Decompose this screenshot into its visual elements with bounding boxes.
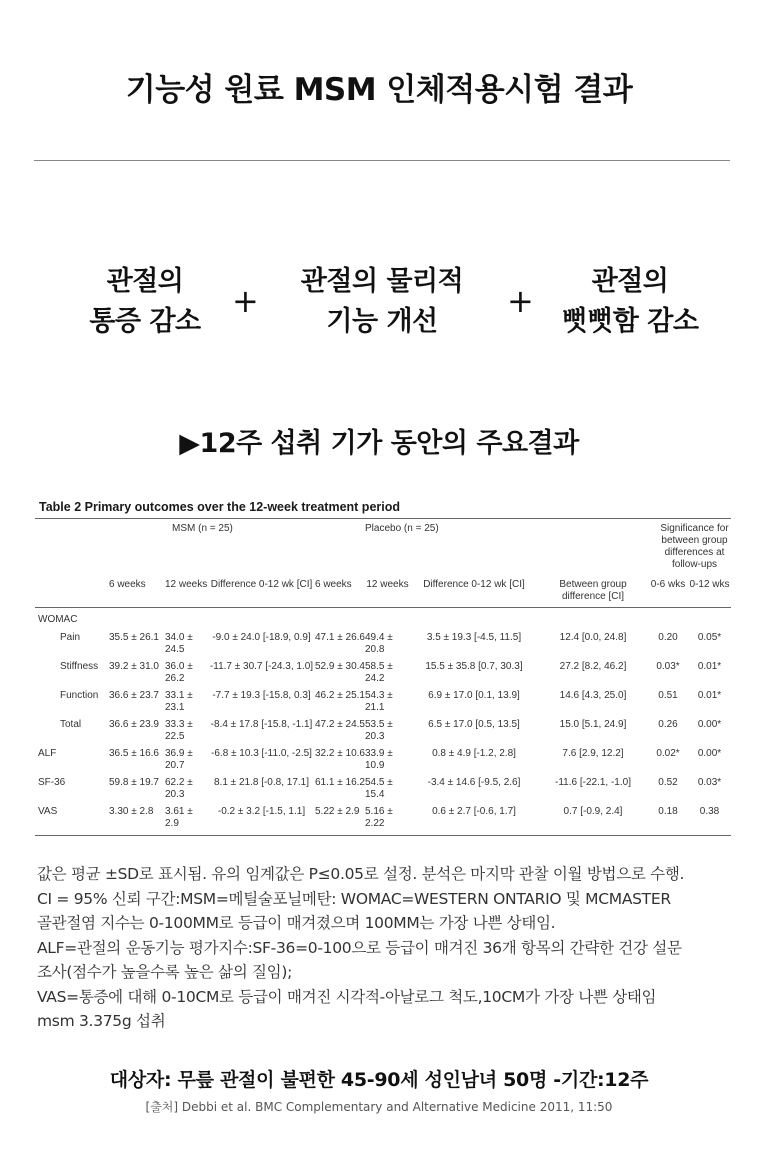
table-cell: 0.38 xyxy=(688,804,731,836)
benefit-line: 관절의 물리적 xyxy=(300,266,464,297)
row-label: Function xyxy=(60,690,99,701)
table-cell: 33.1 ± 23.1 xyxy=(165,690,193,713)
table-cell: -3.4 ± 14.6 [-9.5, 2.6] xyxy=(427,777,521,788)
table-cell: 0.02* xyxy=(656,748,680,759)
row-label: Stiffness xyxy=(60,661,99,672)
column-header: 12 weeks xyxy=(365,571,410,608)
note-line: CI = 95% 신뢰 구간:MSM=메틸술포닐메탄: WOMAC=WESTERN ONTARIO 및 MCMASTER xyxy=(37,889,671,908)
table-cell: 32.2 ± 10.6 xyxy=(315,748,365,759)
table-cell: 49.4 ± 20.8 xyxy=(365,632,393,655)
table-cell: 5.16 ± 2.22 xyxy=(365,804,410,836)
table-cell: 0.20 xyxy=(658,632,678,643)
table-cell: 58.5 ± 24.2 xyxy=(365,661,393,684)
section-subtitle: ▶12주 섭취 기가 동안의 주요결과 xyxy=(179,428,579,459)
table-row xyxy=(35,659,731,688)
table-cell: 0.03* xyxy=(697,777,722,788)
group-header-significance: Significance for between group differences at follow-ups xyxy=(660,523,729,570)
table-cell: 39.2 ± 31.0 xyxy=(109,661,159,672)
section-label-womac: WOMAC xyxy=(38,614,78,625)
table-cell: 0.00* xyxy=(697,719,722,730)
table-cell: 36.5 ± 16.6 xyxy=(109,748,159,759)
table-cell: 27.2 [8.2, 46.2] xyxy=(559,661,627,672)
table-cell: 36.9 ± 20.7 xyxy=(165,748,193,771)
table-cell: 0.51 xyxy=(658,690,678,701)
source-citation: [출처] Debbi et al. BMC Complementary and Alternative Medicine 2011, 11:50 xyxy=(145,1100,613,1114)
table-cell: 0.18 xyxy=(648,804,688,836)
table-cell: 0.52 xyxy=(658,777,678,788)
table-cell: -11.7 ± 30.7 [-24.3, 1.0] xyxy=(209,661,314,672)
table-cell: 0.05* xyxy=(697,632,722,643)
table-cell: 0.7 [-0.9, 2.4] xyxy=(538,804,648,836)
table-cell: 36.0 ± 26.2 xyxy=(165,661,193,684)
divider xyxy=(34,160,730,161)
table-cell: 54.3 ± 21.1 xyxy=(365,690,393,713)
column-header: 0-6 wks xyxy=(648,571,688,608)
benefit-function-improvement xyxy=(284,262,480,342)
column-header: 6 weeks xyxy=(109,571,165,608)
table-cell: 0.8 ± 4.9 [-1.2, 2.8] xyxy=(432,748,516,759)
plus-icon: + xyxy=(507,282,534,320)
table-cell: 52.9 ± 30.4 xyxy=(315,661,365,672)
table-row xyxy=(35,717,731,746)
table-cell: 36.6 ± 23.7 xyxy=(109,690,159,701)
table-cell: 15.5 ± 35.8 [0.7, 30.3] xyxy=(425,661,523,672)
table-cell: 14.6 [4.3, 25.0] xyxy=(559,690,627,701)
table-cell: -0.2 ± 3.2 [-1.5, 1.1] xyxy=(208,804,315,836)
table-cell: 12.4 [0.0, 24.8] xyxy=(559,632,627,643)
column-header: 12 weeks xyxy=(165,571,208,608)
group-header-placebo: Placebo (n = 25) xyxy=(365,523,439,534)
table-cell: 35.5 ± 26.1 xyxy=(109,632,159,643)
table-row xyxy=(35,630,731,659)
table-cell: -9.0 ± 24.0 [-18.9, 0.9] xyxy=(212,632,311,643)
column-header: 0-12 wks xyxy=(688,571,731,608)
table-cell: 0.01* xyxy=(697,690,722,701)
table-cell: 62.2 ± 20.3 xyxy=(165,777,193,800)
table-cell: 6.9 ± 17.0 [0.1, 13.9] xyxy=(428,690,520,701)
benefit-line: 관절의 xyxy=(591,266,669,297)
table-row xyxy=(35,746,731,775)
column-header: 6 weeks xyxy=(315,571,365,608)
table-row xyxy=(35,688,731,717)
table-cell: 33.9 ± 10.9 xyxy=(365,748,393,771)
table-cell: 3.5 ± 19.3 [-4.5, 11.5] xyxy=(426,632,522,643)
table-cell: 47.2 ± 24.5 xyxy=(315,719,365,730)
benefit-line: 통증 감소 xyxy=(89,306,201,337)
row-label: SF-36 xyxy=(38,777,66,788)
plus-icon: + xyxy=(232,282,259,320)
note-line: 조사(점수가 높을수록 높은 삶의 질임); xyxy=(37,963,293,981)
table-cell: -6.8 ± 10.3 [-11.0, -2.5] xyxy=(211,748,312,759)
table-cell: 3.61 ± 2.9 xyxy=(165,804,208,836)
table-row xyxy=(35,775,731,804)
group-header-msm: MSM (n = 25) xyxy=(172,523,233,534)
table-cell: 36.6 ± 23.9 xyxy=(109,719,159,730)
column-header: Difference 0-12 wk [CI] xyxy=(208,571,315,608)
table-cell: 3.30 ± 2.8 xyxy=(109,804,165,836)
results-table xyxy=(35,518,731,836)
benefit-stiffness-reduction xyxy=(548,262,712,342)
table-cell: 47.1 ± 26.6 xyxy=(315,632,365,643)
table-cell: -8.4 ± 17.8 [-15.8, -1.1] xyxy=(210,719,313,730)
table-cell: 5.22 ± 2.9 xyxy=(315,804,365,836)
note-line: ALF=관절의 운동기능 평가지수:SF-36=0-100으로 등급이 매겨진 36개 항목의 간략한 건강 설문 xyxy=(37,938,682,957)
table-cell: 54.5 ± 15.4 xyxy=(365,777,393,800)
table-cell: 53.5 ± 20.3 xyxy=(365,719,393,742)
note-line: 골관절염 지수는 0-100MM로 등급이 매겨졌으며 100MM는 가장 나쁜 상태임. xyxy=(37,914,556,932)
row-label: Total xyxy=(60,719,82,730)
table-notes xyxy=(37,862,737,1034)
note-line: msm 3.375g 섭취 xyxy=(37,1012,166,1030)
row-label: Pain xyxy=(60,632,81,643)
study-subjects: 대상자: 무릎 관절이 불편한 45-90세 성인남녀 50명 -기간:12주 xyxy=(109,1069,649,1091)
table-cell: 15.0 [5.1, 24.9] xyxy=(559,719,627,730)
table-cell: 34.0 ± 24.5 xyxy=(165,632,193,655)
note-line: VAS=통증에 대해 0-10CM로 등급이 매겨진 시각적-아날로그 척도,10CM가 가장 나쁜 상태임 xyxy=(37,987,657,1006)
row-label: ALF xyxy=(38,748,57,759)
table-cell: 0.01* xyxy=(697,661,722,672)
table-cell: 7.6 [2.9, 12.2] xyxy=(562,748,624,759)
benefit-line: 뻣뻣함 감소 xyxy=(561,306,699,337)
benefit-pain-reduction xyxy=(70,262,220,342)
row-label: VAS xyxy=(35,804,109,836)
table-caption: Table 2 Primary outcomes over the 12-week treatment period xyxy=(39,500,401,514)
benefit-line: 관절의 xyxy=(106,266,184,297)
table-cell: -11.6 [-22.1, -1.0] xyxy=(555,777,631,788)
table-cell: 61.1 ± 16.2 xyxy=(315,777,365,788)
table-cell: 46.2 ± 25.1 xyxy=(315,690,365,701)
page-title: 기능성 원료 MSM 인체적용시험 결과 xyxy=(125,72,633,108)
table-cell: 8.1 ± 21.8 [-0.8, 17.1] xyxy=(214,777,309,788)
benefit-line: 기능 개선 xyxy=(326,306,438,337)
table-cell: 6.5 ± 17.0 [0.5, 13.5] xyxy=(428,719,520,730)
table-cell: -7.7 ± 19.3 [-15.8, 0.3] xyxy=(212,690,311,701)
table-cell: 59.8 ± 19.7 xyxy=(109,777,159,788)
column-header: Difference 0-12 wk [CI] xyxy=(410,571,538,608)
table-cell: 33.3 ± 22.5 xyxy=(165,719,193,742)
table-cell: 0.03* xyxy=(656,661,680,672)
note-line: 값은 평균 ±SD로 표시됨. 유의 임계값은 P≤0.05로 설정. 분석은 마지막 관찰 이월 방법으로 수행. xyxy=(37,865,685,883)
table-cell: 0.00* xyxy=(697,748,722,759)
results-table-figure xyxy=(35,500,731,836)
table-cell: 0.6 ± 2.7 [-0.6, 1.7] xyxy=(410,804,538,836)
table-cell: 0.26 xyxy=(658,719,678,730)
table-row xyxy=(35,804,731,836)
column-header: Between group difference [CI] xyxy=(538,571,648,608)
